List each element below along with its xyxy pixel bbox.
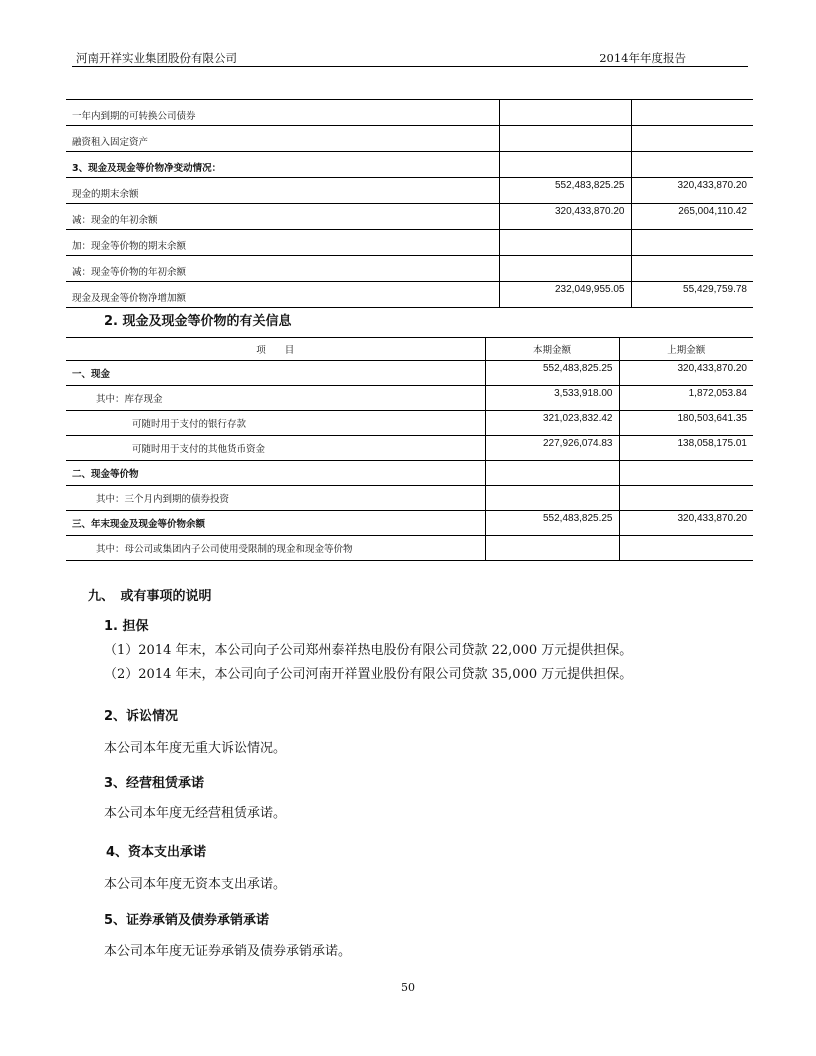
prior-amount <box>631 230 753 256</box>
table-row <box>66 511 753 536</box>
current-amount <box>499 256 631 282</box>
header-item: 项 目 <box>66 338 485 361</box>
page-number: 50 <box>401 981 415 994</box>
prior-amount: 55,429,759.78 <box>631 282 753 308</box>
guarantee-item-1: （1）2014 年末，本公司向子公司郑州泰祥热电股份有限公司贷款 22,000 万元提供担保。 <box>104 643 633 658</box>
current-amount: 227,926,074.83 <box>485 436 619 461</box>
table-row <box>66 230 753 256</box>
row-label: 其中：库存现金 <box>66 386 485 411</box>
table-row <box>66 152 753 178</box>
row-label: 减：现金的年初余额 <box>66 204 499 230</box>
guarantee-heading: 1. 担保 <box>104 619 149 634</box>
page-header <box>72 50 748 66</box>
underwriting-text: 本公司本年度无证券承销及债券承销承诺。 <box>104 944 352 959</box>
prior-amount <box>619 486 753 511</box>
row-label: 三、年末现金及现金等价物余额 <box>66 511 485 536</box>
prior-amount <box>631 152 753 178</box>
table-row <box>66 486 753 511</box>
table-row <box>66 361 753 386</box>
contingency-heading: 九、 或有事项的说明 <box>88 589 212 604</box>
table-row <box>66 411 753 436</box>
row-label: 加：现金等价物的期末余额 <box>66 230 499 256</box>
prior-amount: 320,433,870.20 <box>619 361 753 386</box>
row-label: 其中：母公司或集团内子公司使用受限制的现金和现金等价物 <box>66 536 485 561</box>
current-amount: 321,023,832.42 <box>485 411 619 436</box>
current-amount: 552,483,825.25 <box>485 511 619 536</box>
current-amount <box>485 461 619 486</box>
current-amount: 552,483,825.25 <box>485 361 619 386</box>
cash-equivalents-table <box>66 337 753 561</box>
row-label: 一、现金 <box>66 361 485 386</box>
row-label: 融资租入固定资产 <box>66 126 499 152</box>
cash-flow-supplement-table <box>66 99 753 308</box>
header-divider <box>72 66 748 67</box>
current-amount <box>499 126 631 152</box>
table-row <box>66 100 753 126</box>
row-label: 3、现金及现金等价物净变动情况： <box>66 152 499 178</box>
current-amount: 3,533,918.00 <box>485 386 619 411</box>
prior-amount <box>631 100 753 126</box>
row-label: 现金及现金等价物净增加额 <box>66 282 499 308</box>
current-amount <box>499 100 631 126</box>
prior-amount: 320,433,870.20 <box>631 178 753 204</box>
current-amount: 320,433,870.20 <box>499 204 631 230</box>
current-amount <box>485 536 619 561</box>
table-header-row <box>66 338 753 361</box>
table-row <box>66 178 753 204</box>
capex-text: 本公司本年度无资本支出承诺。 <box>104 877 287 892</box>
litigation-heading: 2、诉讼情况 <box>104 709 179 724</box>
company-name: 河南开祥实业集团股份有限公司 <box>76 51 237 65</box>
current-amount: 552,483,825.25 <box>499 178 631 204</box>
underwriting-heading: 5、证券承销及债券承销承诺 <box>104 913 270 928</box>
prior-amount: 180,503,641.35 <box>619 411 753 436</box>
prior-amount: 320,433,870.20 <box>619 511 753 536</box>
table-row <box>66 436 753 461</box>
row-label: 其中：三个月内到期的债券投资 <box>66 486 485 511</box>
table-row <box>66 282 753 308</box>
prior-amount: 138,058,175.01 <box>619 436 753 461</box>
table-row <box>66 536 753 561</box>
table-row <box>66 126 753 152</box>
prior-amount <box>631 256 753 282</box>
guarantee-item-2: （2）2014 年末，本公司向子公司河南开祥置业股份有限公司贷款 35,000 万元提供担保。 <box>104 667 633 682</box>
table-row <box>66 204 753 230</box>
prior-amount: 265,004,110.42 <box>631 204 753 230</box>
lease-text: 本公司本年度无经营租赁承诺。 <box>104 806 287 821</box>
prior-amount <box>631 126 753 152</box>
row-label: 一年内到期的可转换公司债券 <box>66 100 499 126</box>
prior-amount <box>619 461 753 486</box>
lease-heading: 3、经营租赁承诺 <box>104 776 205 791</box>
current-amount <box>499 230 631 256</box>
report-title: 2014年年度报告 <box>599 51 686 65</box>
current-amount <box>499 152 631 178</box>
row-label: 现金的期末余额 <box>66 178 499 204</box>
prior-amount: 1,872,053.84 <box>619 386 753 411</box>
litigation-text: 本公司本年度无重大诉讼情况。 <box>104 741 287 756</box>
capex-heading: 4、资本支出承诺 <box>106 845 207 860</box>
prior-amount <box>619 536 753 561</box>
section-2-title: 2. 现金及现金等价物的有关信息 <box>104 314 292 329</box>
table-row <box>66 461 753 486</box>
table-row <box>66 386 753 411</box>
row-label: 二、现金等价物 <box>66 461 485 486</box>
row-label: 可随时用于支付的其他货币资金 <box>66 436 485 461</box>
table-row <box>66 256 753 282</box>
current-amount <box>485 486 619 511</box>
row-label: 可随时用于支付的银行存款 <box>66 411 485 436</box>
current-amount: 232,049,955.05 <box>499 282 631 308</box>
header-prior: 上期金额 <box>619 338 753 361</box>
row-label: 减：现金等价物的年初余额 <box>66 256 499 282</box>
header-current: 本期金额 <box>485 338 619 361</box>
